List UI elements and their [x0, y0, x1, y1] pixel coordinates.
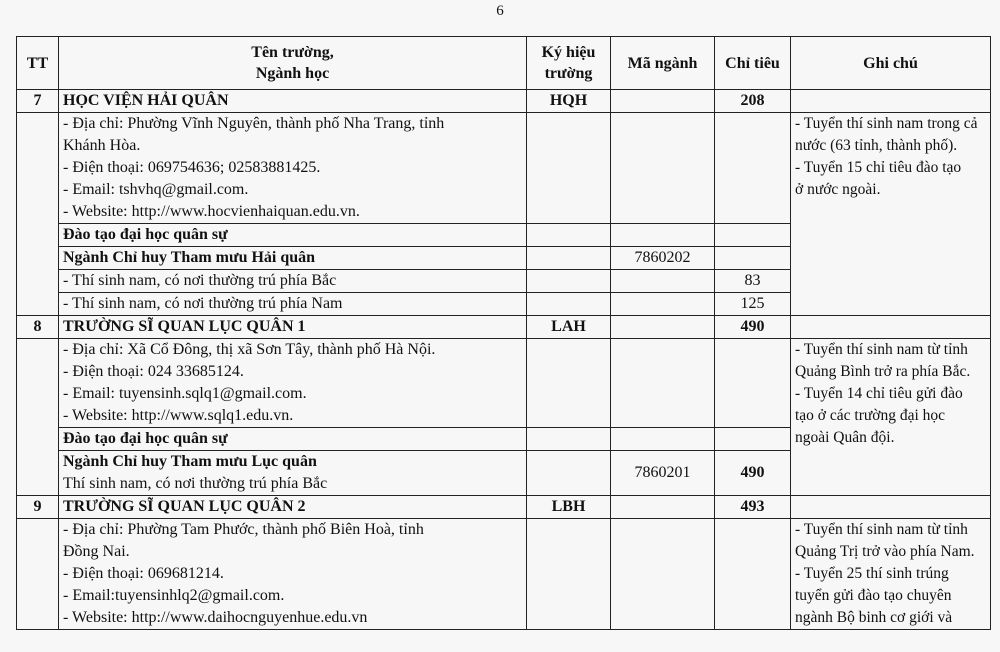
school-row	[17, 316, 991, 339]
tt-empty	[17, 339, 59, 496]
school-notes: - Tuyển thí sinh nam từ tỉnh Quảng Bình trở ra phía Bắc. - Tuyển 14 chỉ tiêu gửi đào tạo ở các trường đại học ngoài Quân đội.	[791, 339, 991, 496]
empty-cell	[611, 316, 715, 339]
header-note: Ghi chú	[791, 37, 991, 90]
school-row	[17, 90, 991, 113]
training-label: Đào tạo đại học quân sự	[59, 224, 527, 247]
major-name: Ngành Chỉ huy Tham mưu Lục quân	[63, 453, 317, 470]
school-name: HỌC VIỆN HẢI QUÂN	[59, 90, 527, 113]
empty-cell	[791, 496, 991, 519]
empty-cell	[527, 428, 611, 451]
school-code	[611, 90, 715, 113]
major-sub: Thí sinh nam, có nơi thường trú phía Bắc	[63, 475, 328, 492]
empty-cell	[715, 113, 791, 224]
major-quota: 490	[715, 451, 791, 496]
school-tt: 7	[17, 90, 59, 113]
empty-cell	[611, 496, 715, 519]
quota-label: - Thí sinh nam, có nơi thường trú phía Bắc	[59, 270, 527, 293]
empty-cell	[527, 247, 611, 270]
empty-cell	[611, 113, 715, 224]
quota-value: 83	[715, 270, 791, 293]
school-notes: - Tuyển thí sinh nam trong cả nước (63 tỉnh, thành phố). - Tuyển 15 chỉ tiêu đào tạo ở nước ngoài.	[791, 113, 991, 316]
quota-label: - Thí sinh nam, có nơi thường trú phía Nam	[59, 293, 527, 316]
empty-cell	[611, 428, 715, 451]
school-tt: 8	[17, 316, 59, 339]
header-row	[17, 37, 991, 90]
empty-cell	[715, 224, 791, 247]
empty-cell	[527, 451, 611, 496]
empty-cell	[527, 113, 611, 224]
school-info-row	[17, 339, 991, 428]
empty-cell	[611, 293, 715, 316]
empty-cell	[527, 519, 611, 630]
major-cell	[59, 451, 527, 496]
header-symbol: Ký hiệu trường	[527, 37, 611, 90]
school-notes: - Tuyển thí sinh nam từ tỉnh Quảng Trị trở vào phía Nam. - Tuyển 25 thí sinh trúng tuyển gửi đào tạo chuyên ngành Bộ binh cơ giới và	[791, 519, 991, 630]
empty-cell	[611, 519, 715, 630]
empty-cell	[611, 224, 715, 247]
header-name: Tên trường, Ngành học	[59, 37, 527, 90]
school-name: TRƯỜNG SĨ QUAN LỤC QUÂN 2	[59, 496, 527, 519]
page-number: 6	[496, 3, 504, 19]
empty-cell	[715, 247, 791, 270]
empty-cell	[611, 270, 715, 293]
empty-cell	[715, 428, 791, 451]
school-name: TRƯỜNG SĨ QUAN LỤC QUÂN 1	[59, 316, 527, 339]
school-symbol: LBH	[527, 496, 611, 519]
school-row	[17, 496, 991, 519]
training-label: Đào tạo đại học quân sự	[59, 428, 527, 451]
empty-cell	[527, 270, 611, 293]
school-note-empty	[791, 90, 991, 113]
tt-empty	[17, 113, 59, 316]
school-info-row	[17, 113, 991, 224]
header-tt: TT	[17, 37, 59, 90]
major-name: Ngành Chỉ huy Tham mưu Hải quân	[59, 247, 527, 270]
empty-cell	[527, 339, 611, 428]
empty-cell	[715, 339, 791, 428]
school-info: - Địa chỉ: Xã Cổ Đông, thị xã Sơn Tây, thành phố Hà Nội. - Điện thoại: 024 33685124. - Email: tuyensinh.sqlq1@gmail.com. - Website: http://www.sqlq1.edu.vn.	[59, 339, 527, 428]
major-code: 7860202	[611, 247, 715, 270]
school-symbol: HQH	[527, 90, 611, 113]
school-info-row	[17, 519, 991, 630]
header-quota: Chỉ tiêu	[715, 37, 791, 90]
empty-cell	[791, 316, 991, 339]
school-info: - Địa chỉ: Phường Tam Phước, thành phố Biên Hoà, tỉnh Đồng Nai. - Điện thoại: 069681214. - Email:tuyensinhlq2@gmail.com. - Website: http://www.daihocnguyenhue.edu.vn	[59, 519, 527, 630]
admissions-table	[16, 36, 991, 630]
empty-cell	[527, 224, 611, 247]
school-symbol: LAH	[527, 316, 611, 339]
school-quota: 493	[715, 496, 791, 519]
empty-cell	[611, 339, 715, 428]
quota-value: 125	[715, 293, 791, 316]
header-code: Mã ngành	[611, 37, 715, 90]
empty-cell	[527, 293, 611, 316]
major-code: 7860201	[611, 451, 715, 496]
school-quota: 208	[715, 90, 791, 113]
school-tt: 9	[17, 496, 59, 519]
school-info: - Địa chỉ: Phường Vĩnh Nguyên, thành phố Nha Trang, tỉnh Khánh Hòa. - Điện thoại: 069754636; 02583881425. - Email: tshvhq@gmail.com. - Website: http://www.hocvienhaiquan.edu.vn.	[59, 113, 527, 224]
school-quota: 490	[715, 316, 791, 339]
empty-cell	[715, 519, 791, 630]
tt-empty	[17, 519, 59, 630]
